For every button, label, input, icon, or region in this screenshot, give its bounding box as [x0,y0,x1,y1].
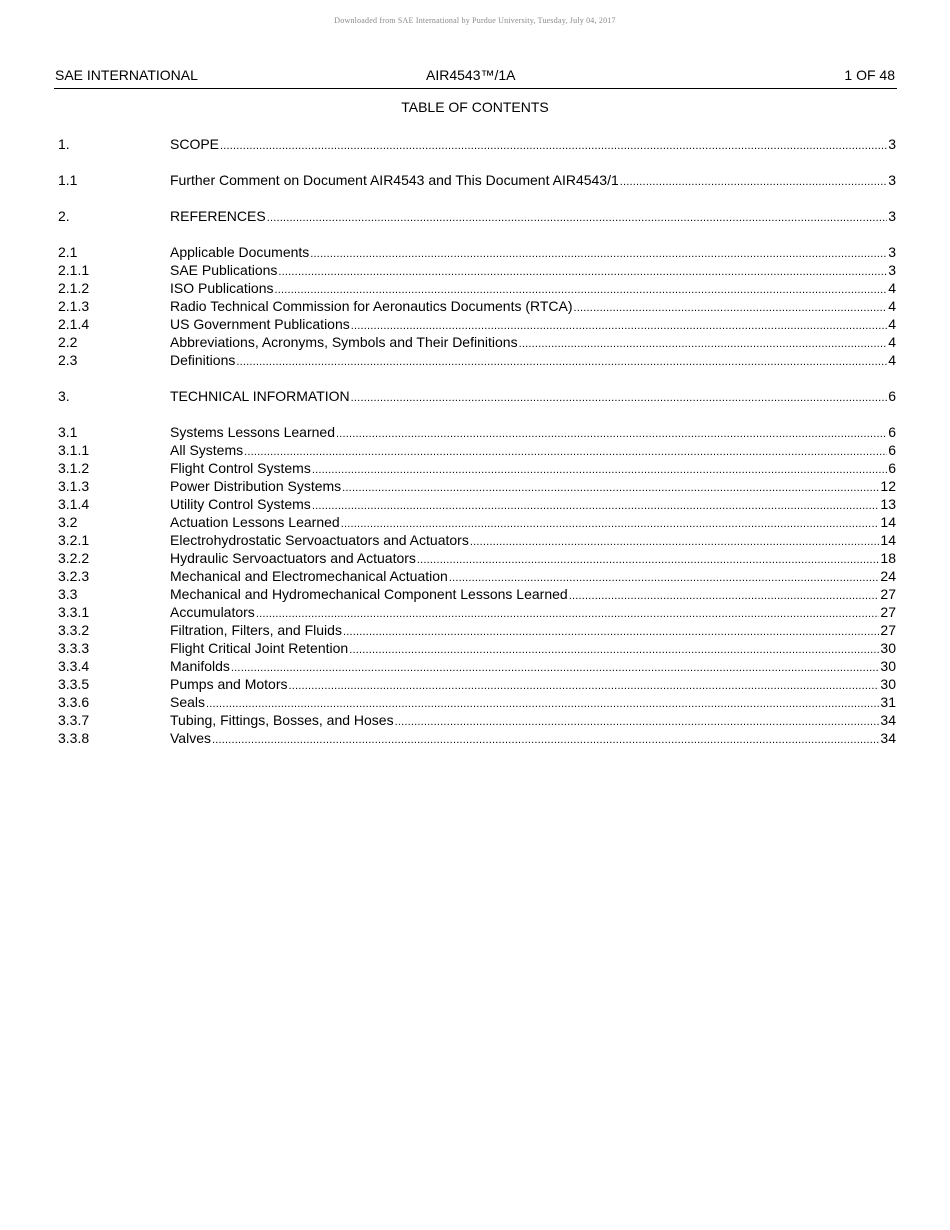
toc-entry-page-number: 14 [880,514,896,530]
toc-entry-page-number: 27 [880,604,896,620]
toc-entry-page-number: 3 [888,136,896,152]
toc-entry-number: 3.2.3 [58,568,90,584]
toc-entry-line [170,459,896,479]
toc-entry-title: ISO Publications [170,280,274,296]
toc-entry-line [170,495,896,515]
toc-entry[interactable] [58,351,896,369]
toc-entry[interactable] [58,441,896,459]
toc-entry[interactable] [58,477,896,495]
header-rule [54,88,897,89]
toc-entry-line [170,531,896,551]
toc-entry-number: 2. [58,208,70,224]
toc-entry-page-number: 4 [888,280,896,296]
toc-entry-number: 3.2.1 [58,532,90,548]
toc-entry-page-number: 27 [880,586,896,602]
dot-leader [236,353,887,371]
toc-entry-number: 2.1.4 [58,316,90,332]
toc-entry[interactable] [58,423,896,441]
toc-entry[interactable] [58,297,896,315]
toc-entry-page-number: 14 [880,532,896,548]
toc-entry[interactable] [58,279,896,297]
toc-entry-line [170,315,896,335]
toc-entry[interactable] [58,333,896,351]
toc-entry-number: 3.1.4 [58,496,90,512]
toc-entry[interactable] [58,621,896,639]
toc-entry-page-number: 3 [888,244,896,260]
toc-entry-title: Abbreviations, Acronyms, Symbols and Their Definitions [170,334,518,350]
toc-entry[interactable] [58,135,896,153]
toc-entry-title: Actuation Lessons Learned [170,514,340,530]
toc-entry[interactable] [58,261,896,279]
organization-name: SAE INTERNATIONAL [55,67,198,83]
toc-entry-line [170,657,896,677]
toc-entry[interactable] [58,513,896,531]
toc-entry-number: 1. [58,136,70,152]
download-watermark: Downloaded from SAE International by Purdue University, Tuesday, July 04, 2017 [334,16,616,25]
toc-entry[interactable] [58,603,896,621]
toc-entry-number: 2.1.2 [58,280,90,296]
toc-entry-line [170,279,896,299]
toc-entry-title: Definitions [170,352,236,368]
toc-entry-page-number: 30 [880,658,896,674]
toc-entry-number: 3.3.2 [58,622,90,638]
toc-entry-number: 3.3.7 [58,712,90,728]
toc-entry-number: 3.3.6 [58,694,90,710]
toc-entry-title: SCOPE [170,136,220,152]
toc-entry[interactable] [58,459,896,477]
toc-entry-page-number: 13 [880,496,896,512]
toc-entry-number: 3.2.2 [58,550,90,566]
toc-entry-title: Valves [170,730,211,746]
toc-entry-line [170,513,896,533]
toc-entry-number: 3.1 [58,424,78,440]
toc-entry-title: Flight Control Systems [170,460,311,476]
toc-entry-line [170,387,896,407]
toc-entry-line [170,261,896,281]
toc-entry-title: Systems Lessons Learned [170,424,335,440]
toc-entry-title: Manifolds [170,658,230,674]
toc-entry-line [170,693,896,713]
toc-entry-title: Pumps and Motors [170,676,288,692]
toc-entry-line [170,135,896,155]
toc-entry-page-number: 30 [880,676,896,692]
toc-entry-line [170,333,896,353]
toc-entry-page-number: 27 [880,622,896,638]
toc-entry-line [170,639,896,659]
toc-entry[interactable] [58,207,896,225]
toc-entry-title: Power Distribution Systems [170,478,342,494]
toc-entry-number: 2.1.3 [58,298,90,314]
toc-entry-number: 2.3 [58,352,78,368]
toc-entry-title: Electrohydrostatic Servoactuators and Actuators [170,532,469,548]
toc-entry[interactable] [58,549,896,567]
toc-entry-number: 3.3.5 [58,676,90,692]
toc-entry[interactable] [58,387,896,405]
toc-entry-line [170,351,896,371]
toc-entry-page-number: 4 [888,298,896,314]
toc-entry-line [170,477,896,497]
toc-entry-page-number: 30 [880,640,896,656]
toc-entry-number: 1.1 [58,172,78,188]
toc-entry-page-number: 6 [888,388,896,404]
toc-entry-page-number: 12 [880,478,896,494]
toc-entry-page-number: 3 [888,262,896,278]
toc-entry-page-number: 24 [880,568,896,584]
toc-entry-line [170,441,896,461]
toc-entry-line [170,549,896,569]
toc-entry-line [170,675,896,695]
toc-entry-line [170,567,896,587]
toc-entry-line [170,585,896,605]
toc-entry[interactable] [58,675,896,693]
toc-entry-line [170,297,896,317]
toc-entry[interactable] [58,567,896,585]
dot-leader [212,731,879,749]
toc-entry-line [170,207,896,227]
toc-entry-page-number: 3 [888,208,896,224]
toc-entry[interactable] [58,531,896,549]
toc-entry-number: 2.1 [58,244,78,260]
toc-entry[interactable] [58,729,896,747]
toc-entry-number: 3.1.2 [58,460,90,476]
toc-entry-line [170,171,896,191]
toc-entry-page-number: 31 [880,694,896,710]
toc-entry-number: 3.1.3 [58,478,90,494]
toc-entry-page-number: 4 [888,334,896,350]
toc-entry-number: 3.3.8 [58,730,90,746]
toc-entry-title: Applicable Documents [170,244,310,260]
toc-entry-page-number: 4 [888,316,896,332]
toc-title: TABLE OF CONTENTS [401,99,549,115]
toc-entry-title: Further Comment on Document AIR4543 and This Document AIR4543/1 [170,172,619,188]
dot-leader [620,173,887,191]
toc-entry-number: 2.1.1 [58,262,90,278]
toc-entry-number: 3.3 [58,586,78,602]
toc-entry-number: 3.3.1 [58,604,90,620]
toc-entry[interactable] [58,693,896,711]
toc-entry-number: 2.2 [58,334,78,350]
toc-entry[interactable] [58,315,896,333]
toc-entry-title: US Government Publications [170,316,350,332]
toc-entry-title: Utility Control Systems [170,496,311,512]
toc-entry-line [170,621,896,641]
toc-entry-number: 3.2 [58,514,78,530]
toc-entry[interactable] [58,657,896,675]
toc-entry-title: Filtration, Filters, and Fluids [170,622,342,638]
dot-leader [351,389,888,407]
toc-entry-line [170,243,896,263]
toc-entry-title: Hydraulic Servoactuators and Actuators [170,550,416,566]
toc-entry-title: TECHNICAL INFORMATION [170,388,350,404]
document-id: AIR4543™/1A [426,67,516,83]
toc-entry-page-number: 6 [888,442,896,458]
toc-entry-page-number: 34 [880,712,896,728]
toc-entry[interactable] [58,243,896,261]
toc-entry-number: 3. [58,388,70,404]
toc-entry-number: 3.1.1 [58,442,90,458]
toc-entry-title: REFERENCES [170,208,266,224]
toc-entry[interactable] [58,711,896,729]
toc-entry-title: Mechanical and Electromechanical Actuation [170,568,448,584]
toc-entry-page-number: 3 [888,172,896,188]
toc-entry[interactable] [58,585,896,603]
toc-entry-page-number: 34 [880,730,896,746]
toc-entry-line [170,711,896,731]
toc-entry-title: Radio Technical Commission for Aeronautics Documents (RTCA) [170,298,573,314]
toc-entry[interactable] [58,171,896,189]
toc-entry-title: Accumulators [170,604,255,620]
toc-entry-number: 3.3.3 [58,640,90,656]
toc-entry-page-number: 4 [888,352,896,368]
toc-entry-page-number: 6 [888,460,896,476]
toc-entry-number: 3.3.4 [58,658,90,674]
toc-entry-line [170,603,896,623]
toc-entry-line [170,729,896,749]
dot-leader [267,209,888,227]
toc-entry-title: Tubing, Fittings, Bosses, and Hoses [170,712,394,728]
toc-entry[interactable] [58,639,896,657]
dot-leader [220,137,887,155]
toc-entry-line [170,423,896,443]
toc-entry-page-number: 18 [880,550,896,566]
toc-entry-title: SAE Publications [170,262,278,278]
toc-entry-title: Seals [170,694,206,710]
page-header [55,67,896,85]
toc-entry-page-number: 6 [888,424,896,440]
toc-entry-title: All Systems [170,442,244,458]
toc-entry-title: Flight Critical Joint Retention [170,640,349,656]
toc-entry[interactable] [58,495,896,513]
toc-entry-title: Mechanical and Hydromechanical Component Lessons Learned [170,586,568,602]
page-indicator: 1 OF 48 [844,67,895,83]
